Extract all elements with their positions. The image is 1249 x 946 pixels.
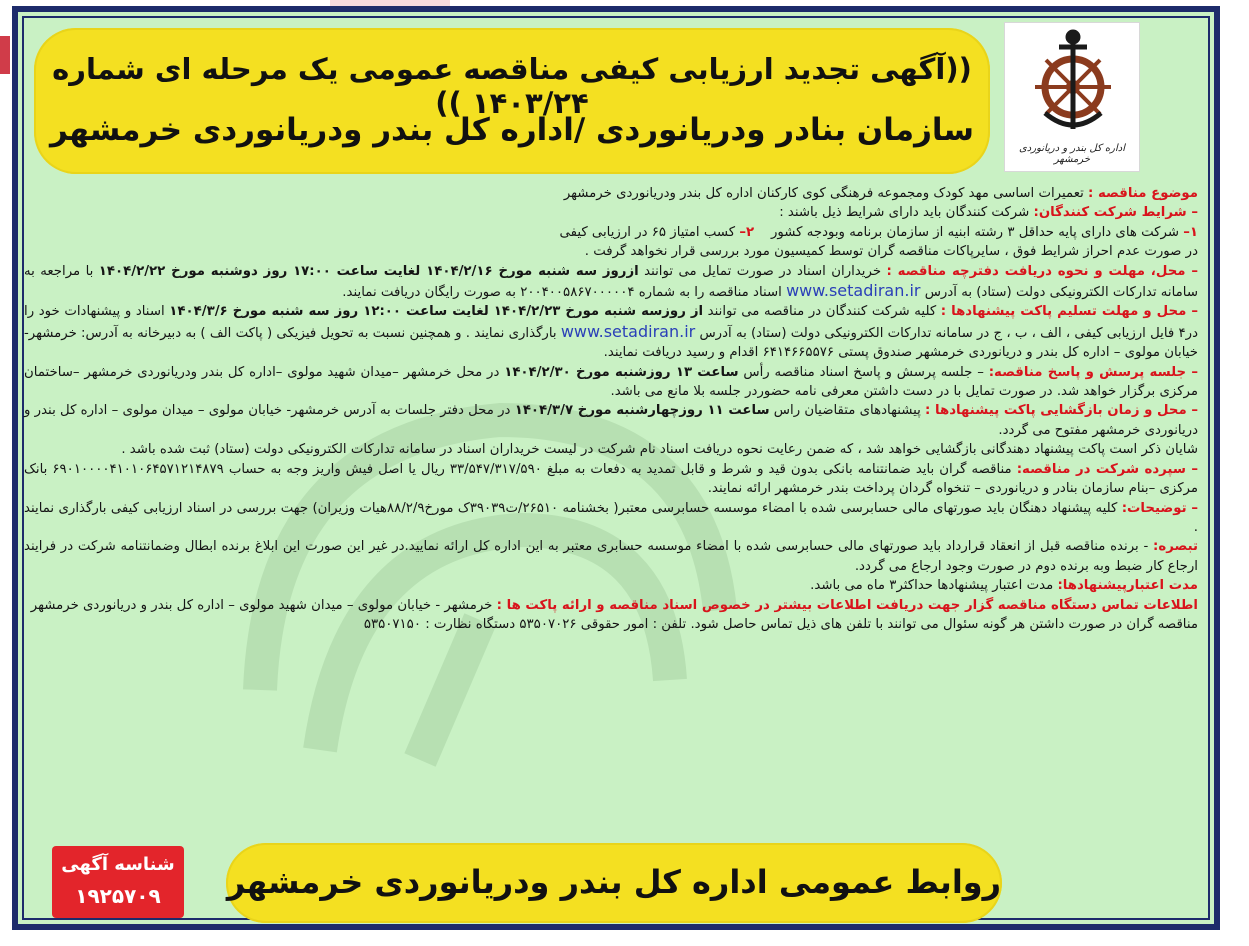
qa-date: ساعت ۱۳ روزشنبه مورخ ۱۴۰۴/۲/۳۰ <box>504 364 739 380</box>
notes-text: کلیه پیشنهاد دهنگان باید صورتهای مالی حسابرسی شده با امضاء موسسه حسابرسی معتبر( بخشنامه ۲۶۵۱۰/ت۳۹۰۳۹ک مورخ۸۸/۲/۹هیات وزیران) جهت بررسی در اسناد ارزیابی کیفی بارگذاری نمایند . <box>24 500 1198 535</box>
footer-banner <box>226 843 1002 923</box>
ad-code-badge <box>52 846 184 918</box>
opening-label: – محل و زمان بازگشایی پاکت پیشنهادها : <box>925 403 1199 419</box>
logo-caption: اداره کل بندر و دریانوردی خرمشهر <box>1018 143 1125 165</box>
remark-text: - برنده مناقصه قبل از انعقاد قرارداد باید صورتهای مالی حسابرسی شده با امضاء موسسه حسابری معتبر به این اداره کل ارائه نمایید.در غیر این صورت این ابلاغ برنده ابطال وضمانتنامه شرکت در فرایند ارجاع کار ضبط وبه برنده دوم در صورت وجود ارجاع می گردد. <box>24 539 1198 574</box>
footer-text: روابط عمومی اداره کل بندر ودریانوردی خرمشهر <box>226 863 1002 901</box>
deposit-paragraph <box>24 460 1198 499</box>
condition-1-number: ۱– <box>1183 224 1198 240</box>
opening-text-1: پیشنهادهای متقاضیان راس <box>769 403 926 419</box>
validity-label: مدت اعتبارپیشنهادها: <box>1057 578 1198 594</box>
condition-1-text: شرکت های دارای پایه حداقل ۳ رشته ابنیه از سازمان برنامه وبودجه کشور <box>766 224 1184 240</box>
contact-paragraph <box>24 596 1198 615</box>
qa-paragraph <box>24 363 1198 402</box>
submission-text-3: بارگذاری نمایند . و همچنین نسبت به تحویل فیزیکی ( پاکت الف ) به دبیرخانه به آدرس: خرمشهر- خیابان مولوی – اداره کل بندر و دریانوردی خرمشهر صندوق پستی ۶۴۱۴۶۶۵۵۷۶ اقدام و رسید دریافت نمایند. <box>24 325 1198 361</box>
announcement-body <box>24 184 1198 634</box>
subject-label: موضوع مناقصه : <box>1088 186 1198 201</box>
condition-2-number: ۲– <box>739 224 755 240</box>
conditions-label: – شرایط شرکت کنندگان: <box>1033 205 1198 221</box>
contact-label: اطلاعات تماس دستگاه مناقصه گزار جهت دریافت اطلاعات بیشتر در خصوص اسناد مناقصه و ارائه پاکت ها : <box>496 597 1198 613</box>
receipt-text-3: اسناد مناقصه را به شماره ۲۰۰۴۰۰۵۸۶۷۰۰۰۰۰۴ به صورت رایگان دریافت نمایند. <box>342 285 787 301</box>
contact-text: خرمشهر - خیابان مولوی – میدان شهید مولوی – اداره کل بندر و دریانوردی خرمشهر <box>30 597 497 613</box>
deposit-label: – سپرده شرکت در مناقصه: <box>1016 461 1198 477</box>
title-banner <box>34 28 990 174</box>
organization-name: سازمان بنادر ودریانوردی /اداره کل بندر ودریانوردی خرمشهر <box>49 112 975 148</box>
conditions-items <box>24 223 1198 242</box>
contact-phones: مناقصه گران در صورت داشتن هر گونه سئوال می توانند با تلفن های ذیل تماس حاصل شود. تلفن : امور حقوقی ۵۳۵۰۷۰۲۶ دستگاه نظارت : ۵۳۵۰۷۱۵۰ <box>363 616 1198 632</box>
condition-2-text: کسب امتیاز ۶۵ در ارزیابی کیفی <box>559 224 740 240</box>
qa-text-2: در محل خرمشهر –میدان شهید مولوی –اداره کل بندر ودریانوردی خرمشهر –ساختمان مرکزی برگزار خواهد شد. در صورت تمایل با در دست داشتن معرفی نامه حضوردر جلسه بلا مانع می باشد. <box>24 364 1198 400</box>
notes-paragraph <box>24 499 1198 538</box>
opening-note: شایان ذکر است پاکت پیشنهاد دهندگانی بازگشایی خواهد شد ، که ضمن رعایت نحوه دریافت اسناد نام شرکت در لیست خریداران اسناد در سامانه تدارکات الکترونیکی دولت (ستاد) ثبت شده باشد . <box>121 442 1198 458</box>
conditions-paragraph <box>24 203 1198 222</box>
qa-text-1: – جلسه پرسش و پاسخ اسناد مناقصه رأس <box>738 364 989 380</box>
submission-text-2: اسناد و پیشنهادات خود را در۴ فایل ارزیابی کیفی ، الف ، ب ، ج در سامانه تدارکات الکترونیکی دولت (ستاد) به آدرس <box>24 304 1198 341</box>
anchor-wheel-icon <box>1023 29 1123 139</box>
submission-label: – محل و مهلت تسلیم پاکت پیشنهادها : <box>940 304 1198 320</box>
remark-label: تبصره: <box>1153 539 1198 555</box>
opening-date: ساعت ۱۱ روزچهارشنبه مورخ ۱۴۰۴/۳/۷ <box>514 403 770 419</box>
conditions-text: شرکت کنندگان باید دارای شرایط ذیل باشند : <box>779 205 1034 221</box>
ad-title: ((آگهی تجدید ارزیابی کیفی مناقصه عمومی یک مرحله ای شماره ۱۴۰۳/۲۴ )) <box>52 52 972 120</box>
deposit-text: مناقصه گران باید ضمانتنامه بانکی بدون قید و شرط و قابل تمدید به دفعات به مبلغ ۳۳/۵۴۷/۳۱۷/۵۹۰ ریال یا اصل فیش واریز وجه به حساب ۶۹۰۱۰۰۰۰۴۱۰۱۰۶۴۵۷۱۲۱۴۸۷۹ بانک مرکزی –بنام سازمان بنادر و دریانوردی – تنخواه گردان پرداخت بندر خرمشهر ارائه نمایند. <box>24 461 1198 497</box>
left-edge-mark <box>0 36 10 74</box>
receipt-dates: ازروز سه شنبه مورخ ۱۴۰۴/۲/۱۶ لغایت ساعت ۱۷:۰۰ روز دوشنبه مورخ ۱۴۰۴/۲/۲۲ <box>98 263 639 279</box>
notes-label: – توضیحات: <box>1121 500 1199 516</box>
organization-logo <box>1004 22 1140 172</box>
remark-paragraph <box>24 537 1198 576</box>
receipt-label: – محل، مهلت و نحوه دریافت دفترچه مناقصه : <box>886 263 1198 279</box>
receipt-website-link[interactable]: www.setadiran.ir <box>786 281 921 301</box>
submission-website-link[interactable]: www.setadiran.ir <box>560 321 696 341</box>
subject-text: تعمیرات اساسی مهد کودک ومجموعه فرهنگی کوی کارکنان اداره کل بندر ودریانوردی خرمشهر <box>563 186 1089 201</box>
conditions-note: در صورت عدم احراز شرایط فوق ، سایرپاکات مناقصه گران توسط کمیسیون مورد بررسی قرار نخواهد گرفت . <box>584 244 1198 260</box>
receipt-text-1: خریداران اسناد در صورت تمایل می توانند <box>638 263 887 279</box>
validity-paragraph <box>24 576 1198 595</box>
ad-code-label: شناسه آگهی <box>61 854 175 875</box>
receipt-text-2: با مراجعه به سامانه تدارکات الکترونیکی دولت (ستاد) به آدرس <box>24 263 1198 301</box>
opening-text-2: در محل دفتر جلسات به آدرس خرمشهر- خیابان مولوی – میدان مولوی – اداره کل بندر و دریانوردی خرمشهر مفتوح می گردد. <box>24 403 1198 438</box>
submission-paragraph <box>24 302 1198 362</box>
qa-label: – جلسه پرسش و پاسخ مناقصه: <box>988 364 1199 380</box>
ad-code-value: ۱۹۲۵۷۰۹ <box>75 884 161 908</box>
submission-text-1: کلیه شرکت کنندگان در مناقصه می توانند <box>703 304 941 320</box>
submission-dates: از روزسه شنبه مورخ ۱۴۰۴/۲/۲۳ لغایت ساعت ۱۲:۰۰ روز سه شنبه مورخ ۱۴۰۴/۳/۶ <box>169 304 704 320</box>
subject-paragraph <box>24 184 1198 203</box>
receipt-paragraph <box>24 262 1198 303</box>
opening-paragraph <box>24 401 1198 440</box>
validity-text: مدت اعتبار پیشنهادها حداکثر۳ ماه می باشد. <box>810 578 1058 594</box>
